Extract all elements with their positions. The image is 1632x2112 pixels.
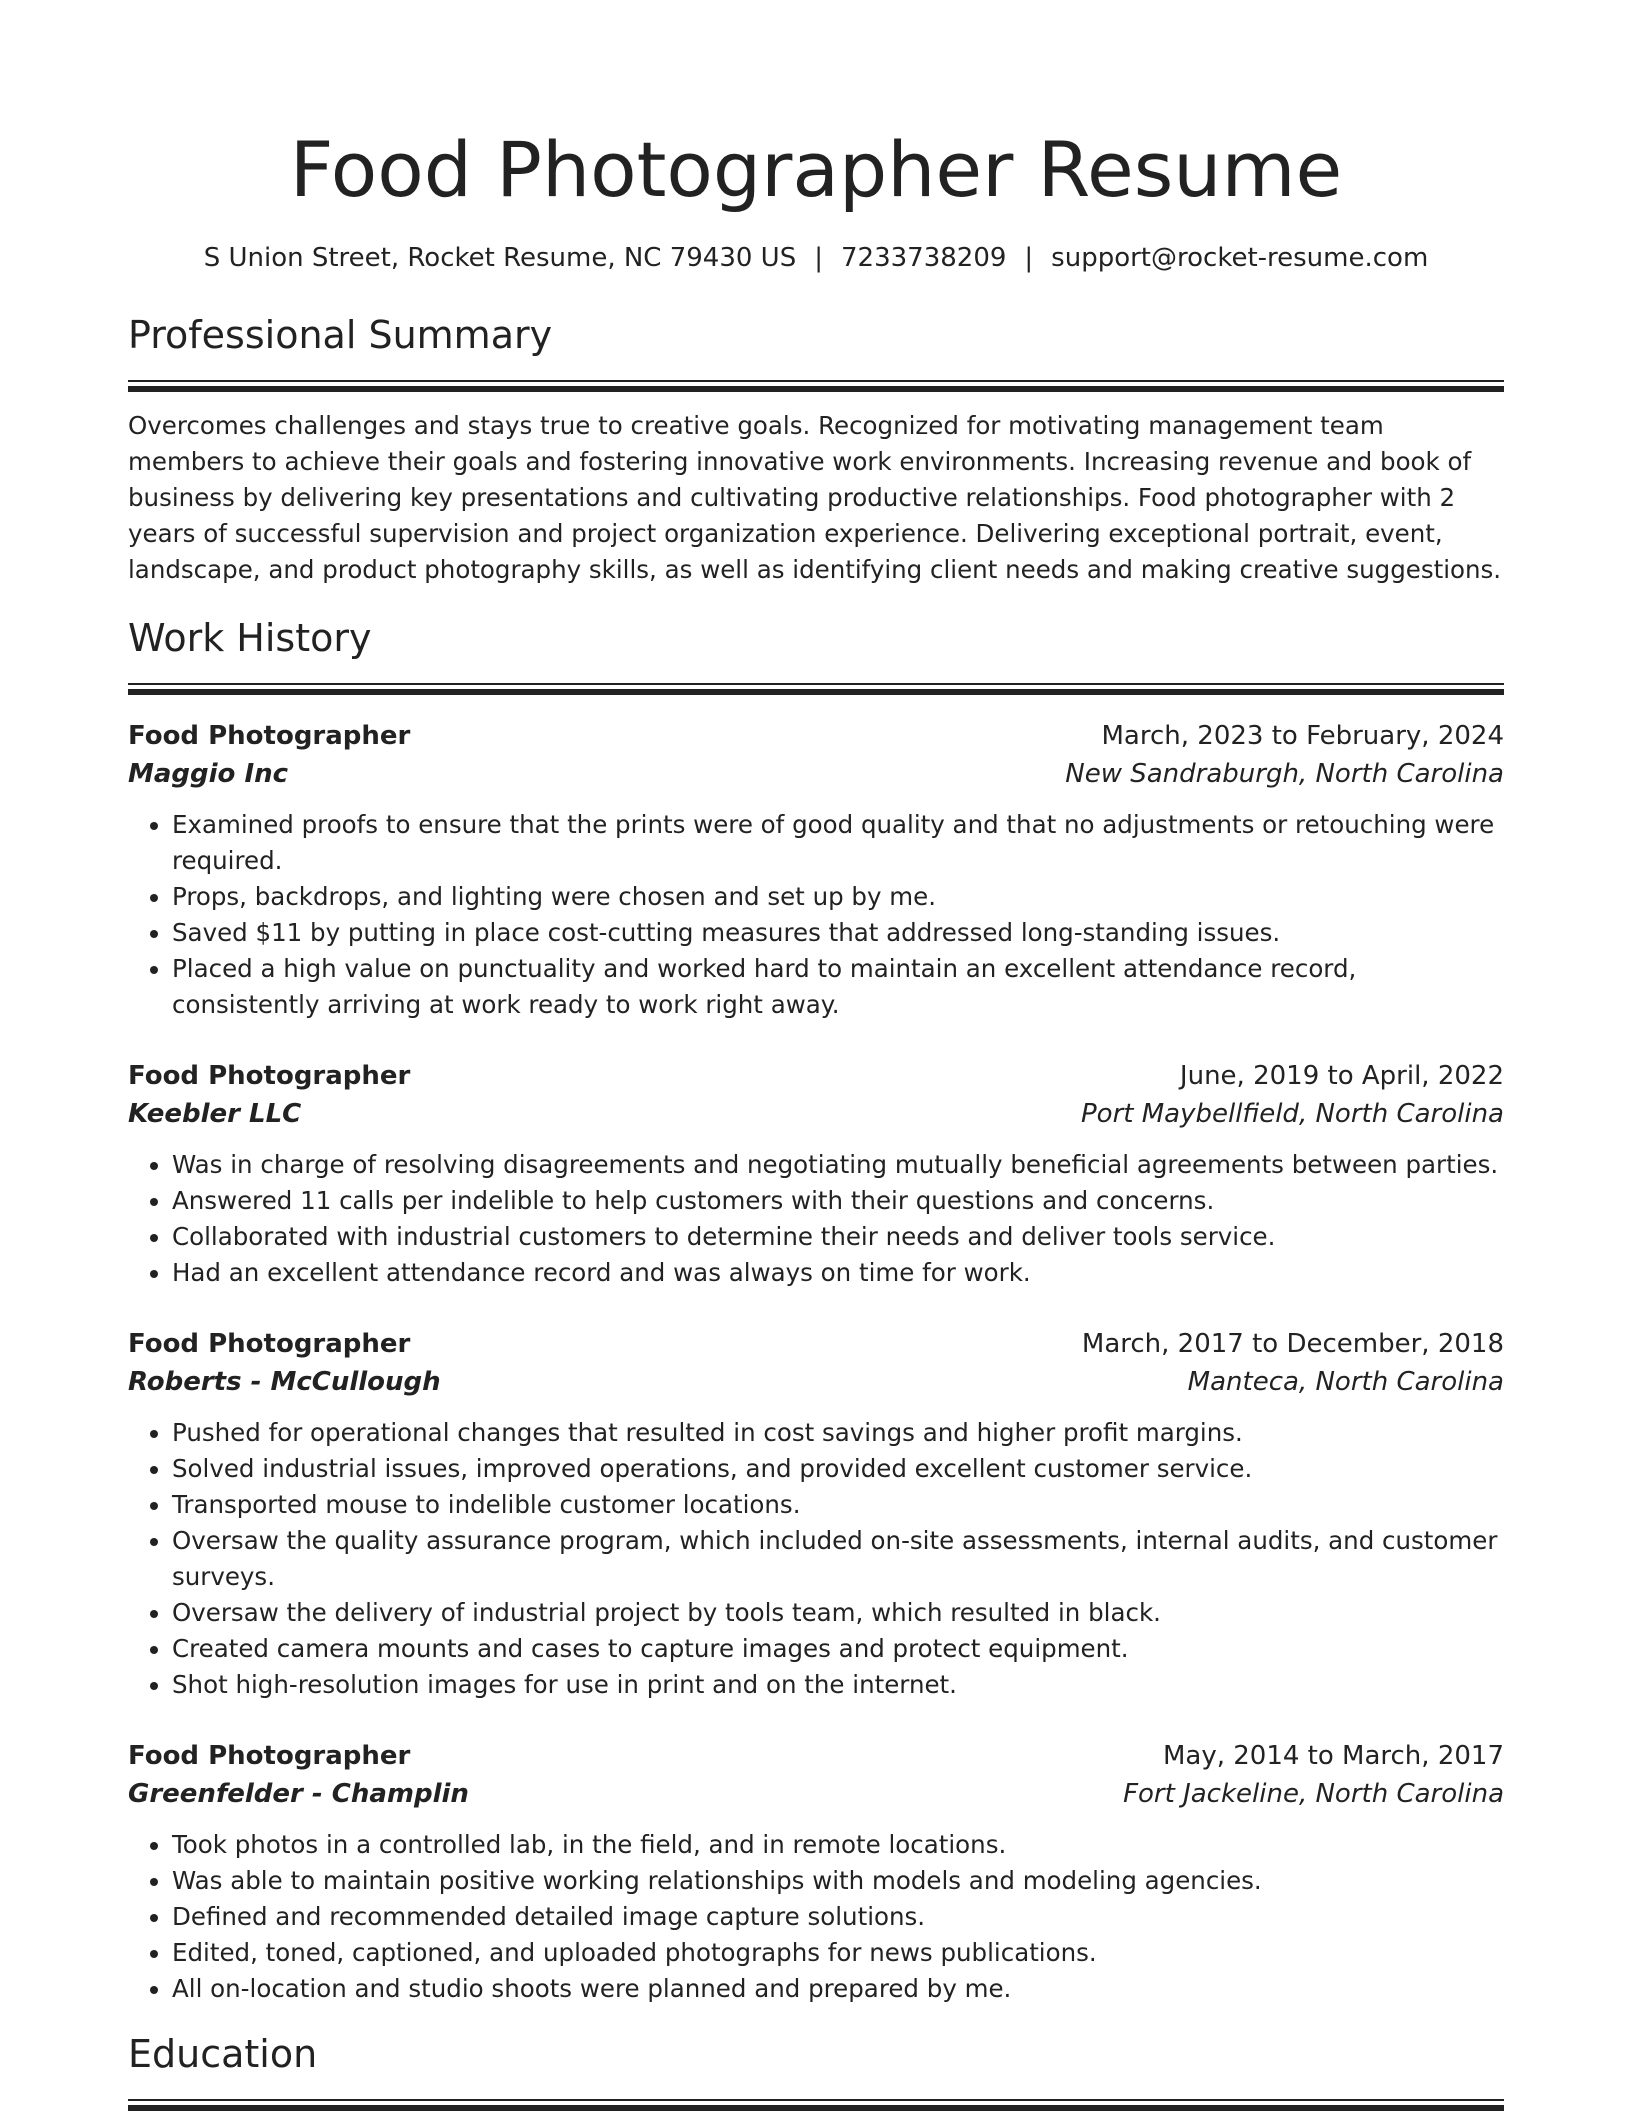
job-entry — [128, 1057, 1504, 1291]
job-bullet: • Had an excellent attendance record and was always on time for work. — [172, 1255, 1504, 1291]
contact-email: support@rocket-resume.com — [1051, 243, 1429, 273]
job-header-row — [128, 717, 1504, 755]
job-location: Manteca, North Carolina — [1187, 1366, 1504, 1397]
job-title: Food Photographer — [128, 1060, 411, 1091]
section-heading-education: Education — [128, 2031, 318, 2076]
job-entry — [128, 1737, 1504, 2007]
job-dates: March, 2023 to February, 2024 — [1101, 720, 1504, 751]
job-company: Maggio Inc — [128, 758, 289, 789]
job-bullets — [128, 1415, 1504, 1703]
job-bullet: • Transported mouse to indelible customer locations. — [172, 1487, 1504, 1523]
work-history-section — [128, 613, 1504, 2007]
resume-title: Food Photographer Resume — [289, 125, 1343, 214]
job-header-row — [128, 1737, 1504, 1775]
job-bullet: • Saved $11 by putting in place cost-cutting measures that addressed long-standing issues. — [172, 915, 1504, 951]
contact-phone: 7233738209 — [840, 243, 1007, 273]
job-bullets — [128, 807, 1504, 1023]
section-heading-summary: Professional Summary — [128, 313, 553, 357]
job-entry — [128, 717, 1504, 1023]
job-bullet: • Oversaw the delivery of industrial project by tools team, which resulted in black. — [172, 1595, 1504, 1631]
job-bullet: • Was able to maintain positive working relationships with models and modeling agencies. — [172, 1863, 1504, 1899]
job-bullet: • Edited, toned, captioned, and uploaded photographs for news publications. — [172, 1935, 1504, 1971]
job-bullet: • Shot high-resolution images for use in print and on the internet. — [172, 1667, 1504, 1703]
job-bullet: • Props, backdrops, and lighting were chosen and set up by me. — [172, 879, 1504, 915]
job-location: Fort Jackeline, North Carolina — [1123, 1778, 1504, 1809]
job-location: Port Maybellfield, North Carolina — [1080, 1098, 1504, 1129]
job-company-row — [128, 1363, 1504, 1401]
job-bullet: • Was in charge of resolving disagreements and negotiating mutually beneficial agreements between parties. — [172, 1147, 1504, 1183]
job-bullet: • Oversaw the quality assurance program, which included on-site assessments, internal audits, and customer surveys. — [172, 1523, 1504, 1595]
job-title: Food Photographer — [128, 1328, 411, 1359]
job-bullet: • Solved industrial issues, improved operations, and provided excellent customer service. — [172, 1451, 1504, 1487]
job-header-row — [128, 1057, 1504, 1095]
job-bullet: • All on-location and studio shoots were planned and prepared by me. — [172, 1971, 1504, 2007]
job-bullets — [128, 1147, 1504, 1291]
job-bullet: • Took photos in a controlled lab, in the field, and in remote locations. — [172, 1827, 1504, 1863]
section-divider — [128, 2099, 1504, 2111]
job-title: Food Photographer — [128, 1740, 411, 1771]
job-bullet: • Created camera mounts and cases to capture images and protect equipment. — [172, 1631, 1504, 1667]
education-section — [128, 2029, 1504, 2111]
job-bullets — [128, 1827, 1504, 2007]
job-company: Roberts - McCullough — [128, 1366, 441, 1397]
job-dates: May, 2014 to March, 2017 — [1162, 1740, 1504, 1771]
contact-separator: | — [814, 243, 823, 273]
job-bullet: • Examined proofs to ensure that the prints were of good quality and that no adjustments or retouching were required. — [172, 807, 1504, 879]
job-company-row — [128, 1775, 1504, 1813]
contact-separator: | — [1024, 243, 1034, 273]
job-company: Greenfelder - Champlin — [128, 1778, 469, 1809]
contact-line — [128, 240, 1504, 276]
job-bullet: • Collaborated with industrial customers to determine their needs and deliver tools service. — [172, 1219, 1504, 1255]
section-heading-work-history: Work History — [128, 615, 372, 660]
summary-text: Overcomes challenges and stays true to creative goals. Recognized for motivating management team members to achieve their goals and fostering innovative work environments. Increasing revenue and book of business by delivering key presentations and cultivating productive relationships. Food photographer with 2 years of successful supervision and project organization experience. Delivering exceptional portrait, event, landscape, and product photography skills, as well as identifying client needs and making creative suggestions. — [128, 411, 1502, 584]
job-bullet: • Pushed for operational changes that resulted in cost savings and higher profit margins. — [172, 1415, 1504, 1451]
job-dates: June, 2019 to April, 2022 — [1179, 1060, 1504, 1091]
job-entry — [128, 1325, 1504, 1703]
job-bullet: • Answered 11 calls per indelible to help customers with their questions and concerns. — [172, 1183, 1504, 1219]
contact-address: S Union Street, Rocket Resume, NC 79430 US — [203, 243, 797, 273]
job-header-row — [128, 1325, 1504, 1363]
job-company-row — [128, 1095, 1504, 1133]
section-divider — [128, 380, 1504, 392]
job-location: New Sandraburgh, North Carolina — [1065, 758, 1504, 789]
job-title: Food Photographer — [128, 720, 411, 751]
section-divider — [128, 683, 1504, 695]
job-bullet: • Placed a high value on punctuality and worked hard to maintain an excellent attendance record, consistently arriving at work ready to work right away. — [172, 951, 1504, 1023]
job-company-row — [128, 755, 1504, 793]
job-dates: March, 2017 to December, 2018 — [1081, 1328, 1504, 1359]
professional-summary-section — [128, 310, 1504, 588]
job-bullet: • Defined and recommended detailed image capture solutions. — [172, 1899, 1504, 1935]
job-company: Keebler LLC — [128, 1098, 302, 1129]
